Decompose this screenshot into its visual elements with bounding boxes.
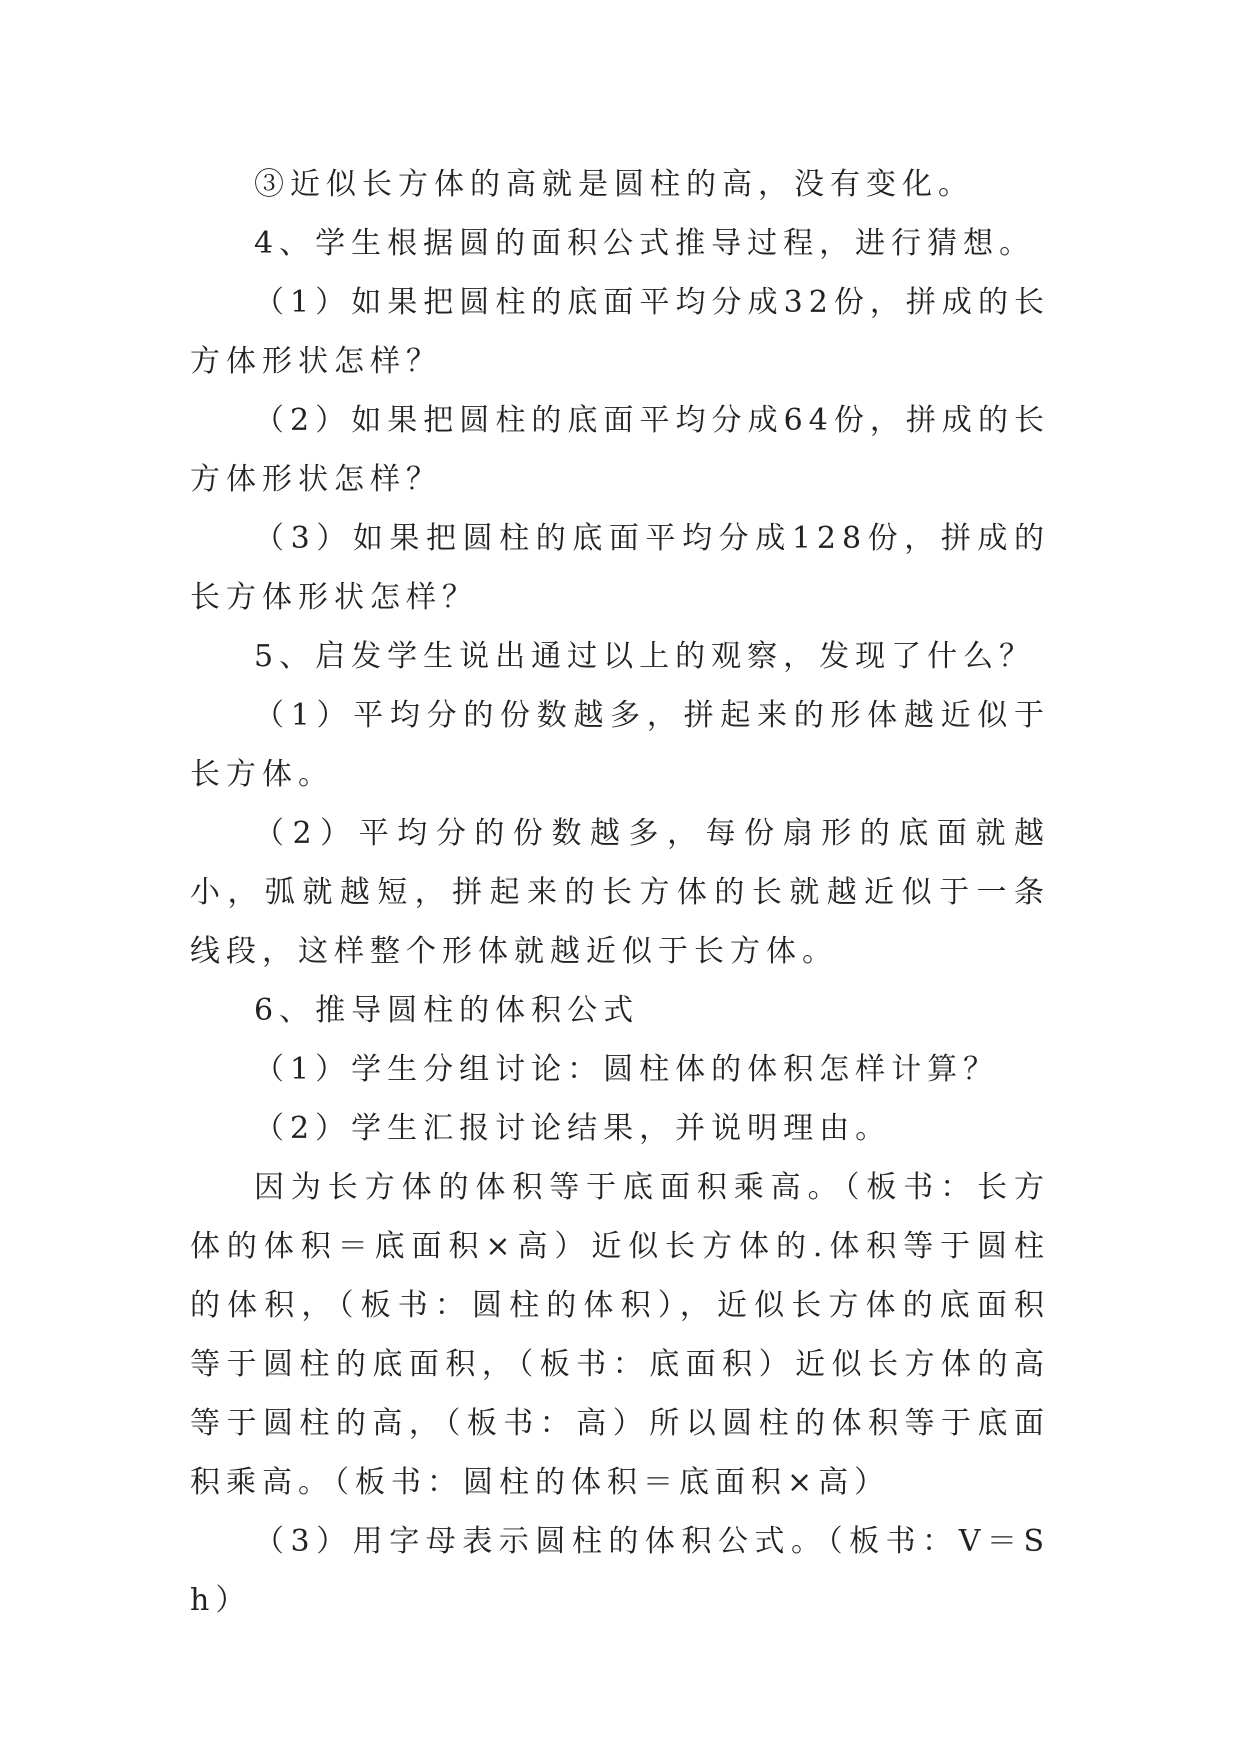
paragraph-8: （2）平均分的份数越多，每份扇形的底面就越小，弧就越短，拼起来的长方体的长就越近似于一条线段，这样整个形体就越近似于长方体。 [190, 816, 1050, 969]
paragraph-3: （1）如果把圆柱的底面平均分成32份，拼成的长方体形状怎样？ [190, 285, 1050, 379]
paragraph-11: （2）学生汇报讨论结果，并说明理由。 [254, 1111, 892, 1146]
paragraph-6: 5、启发学生说出通过以上的观察，发现了什么？ [254, 639, 1036, 674]
paragraph-12: 因为长方体的体积等于底面积乘高。（板书：长方体的体积＝底面积×高）近似长方体的.体积等于圆柱的体积，（板书：圆柱的体积），近似长方体的底面积等于圆柱的底面积，（板书：底面积）近似长方体的高等于圆柱的高，（板书：高）所以圆柱的体积等于底面积乘高。（板书：圆柱的体积＝底面积×高） [190, 1170, 1050, 1500]
paragraph-5: （3）如果把圆柱的底面平均分成128份，拼成的长方体形状怎样？ [190, 521, 1050, 615]
paragraph-9: 6、推导圆柱的体积公式 [254, 993, 640, 1028]
paragraph-10: （1）学生分组讨论：圆柱体的体积怎样计算？ [254, 1052, 1000, 1087]
paragraph-2: 4、学生根据圆的面积公式推导过程，进行猜想。 [254, 226, 1036, 261]
paragraph-1: ③近似长方体的高就是圆柱的高，没有变化。 [254, 167, 974, 202]
paragraph-7: （1）平均分的份数越多，拼起来的形体越近似于长方体。 [190, 698, 1050, 792]
paragraph-4: （2）如果把圆柱的底面平均分成64份，拼成的长方体形状怎样？ [190, 403, 1050, 497]
document-body [190, 155, 1050, 1630]
paragraph-13: （3）用字母表示圆柱的体积公式。（板书：V＝Sh） [190, 1524, 1050, 1618]
